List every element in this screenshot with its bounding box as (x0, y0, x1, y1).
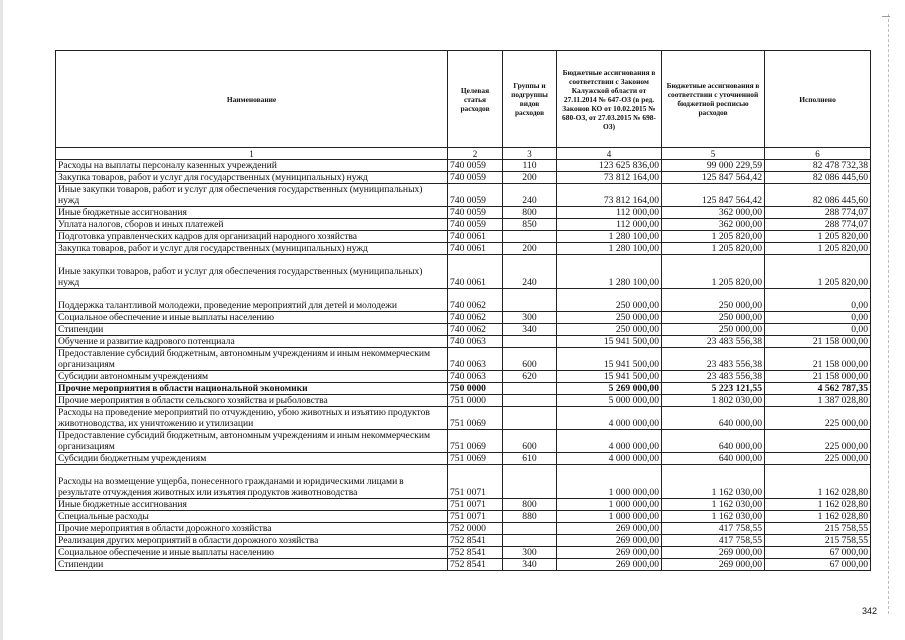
row-budget-amount: 269 000,00 (557, 559, 662, 571)
row-target-article: 751 0069 (448, 407, 503, 430)
row-refined-amount: 99 000 229,59 (662, 160, 765, 172)
row-name: Уплата налогов, сборов и иных платежей (56, 219, 448, 231)
row-name: Специальные расходы (56, 511, 448, 523)
table-row (56, 523, 871, 535)
table-row (56, 559, 871, 571)
row-budget-amount: 73 812 164,00 (557, 172, 662, 184)
row-executed-amount: 1 162 028,80 (765, 499, 871, 511)
row-refined-amount: 250 000,00 (662, 324, 765, 336)
row-budget-amount: 250 000,00 (557, 289, 662, 312)
table-row (56, 499, 871, 511)
row-budget-amount: 73 812 164,00 (557, 184, 662, 207)
row-refined-amount: 362 000,00 (662, 219, 765, 231)
row-target-article: 740 0061 (448, 231, 503, 243)
row-refined-amount: 640 000,00 (662, 407, 765, 430)
row-refined-amount: 1 205 820,00 (662, 255, 765, 289)
row-target-article: 740 0061 (448, 255, 503, 289)
row-expense-group (503, 336, 557, 348)
row-executed-amount: 21 158 000,00 (765, 371, 871, 383)
row-expense-group: 610 (503, 453, 557, 465)
row-name: Иные закупки товаров, работ и услуг для обеспечения государственных (муниципальных) нужд (56, 184, 448, 207)
row-name: Обучение и развитие кадрового потенциала (56, 336, 448, 348)
row-refined-amount: 417 758,55 (662, 535, 765, 547)
row-executed-amount: 1 205 820,00 (765, 255, 871, 289)
row-budget-amount: 1 280 100,00 (557, 243, 662, 255)
row-budget-amount: 1 000 000,00 (557, 465, 662, 499)
row-budget-amount: 269 000,00 (557, 547, 662, 559)
row-executed-amount: 0,00 (765, 312, 871, 324)
margin-line (888, 14, 889, 614)
table-row (56, 348, 871, 371)
row-refined-amount: 1 205 820,00 (662, 243, 765, 255)
row-budget-amount: 1 000 000,00 (557, 511, 662, 523)
table-row (56, 160, 871, 172)
row-target-article: 751 0069 (448, 430, 503, 453)
row-executed-amount: 288 774,07 (765, 207, 871, 219)
row-refined-amount: 1 802 030,00 (662, 395, 765, 407)
row-executed-amount: 215 758,55 (765, 535, 871, 547)
row-refined-amount: 125 847 564,42 (662, 172, 765, 184)
table-row (56, 243, 871, 255)
row-target-article: 740 0062 (448, 312, 503, 324)
row-budget-amount: 5 269 000,00 (557, 383, 662, 395)
row-executed-amount: 215 758,55 (765, 523, 871, 535)
row-expense-group: 620 (503, 371, 557, 383)
row-name: Стипендии (56, 324, 448, 336)
table-body (56, 160, 871, 571)
row-refined-amount: 1 162 030,00 (662, 499, 765, 511)
table-row (56, 511, 871, 523)
row-target-article: 740 0061 (448, 243, 503, 255)
row-expense-group: 240 (503, 255, 557, 289)
row-executed-amount: 4 562 787,35 (765, 383, 871, 395)
row-executed-amount: 225 000,00 (765, 407, 871, 430)
row-name: Расходы на возмещение ущерба, понесенного гражданами и юридическими лицами в результате отчуждения животных или изъятия продуктов животноводства (56, 465, 448, 499)
row-name: Реализация других мероприятий в области дорожного хозяйства (56, 535, 448, 547)
row-executed-amount: 67 000,00 (765, 547, 871, 559)
row-refined-amount: 125 847 564,42 (662, 184, 765, 207)
row-expense-group (503, 407, 557, 430)
column-number: 1 (56, 148, 448, 160)
row-target-article: 751 0071 (448, 465, 503, 499)
table-row (56, 336, 871, 348)
table-row (56, 219, 871, 231)
row-name: Иные закупки товаров, работ и услуг для обеспечения государственных (муниципальных) нужд (56, 255, 448, 289)
table-row (56, 312, 871, 324)
row-name: Подготовка управленческих кадров для организаций народного хозяйства (56, 231, 448, 243)
row-expense-group: 340 (503, 324, 557, 336)
row-target-article: 740 0059 (448, 219, 503, 231)
row-budget-amount: 15 941 500,00 (557, 371, 662, 383)
row-target-article: 740 0059 (448, 160, 503, 172)
row-expense-group (503, 535, 557, 547)
row-budget-amount: 1 280 100,00 (557, 231, 662, 243)
row-expense-group: 200 (503, 243, 557, 255)
table-row (56, 395, 871, 407)
table-row (56, 430, 871, 453)
row-refined-amount: 269 000,00 (662, 547, 765, 559)
row-expense-group: 240 (503, 184, 557, 207)
row-expense-group (503, 395, 557, 407)
scan-edge (0, 0, 3, 640)
row-executed-amount: 1 162 028,80 (765, 511, 871, 523)
row-name: Иные бюджетные ассигнования (56, 207, 448, 219)
row-expense-group: 880 (503, 511, 557, 523)
header-name: Наименование (56, 51, 448, 148)
row-expense-group: 300 (503, 547, 557, 559)
row-refined-amount: 269 000,00 (662, 559, 765, 571)
row-refined-amount: 23 483 556,38 (662, 336, 765, 348)
table-row (56, 289, 871, 312)
row-budget-amount: 123 625 836,00 (557, 160, 662, 172)
row-refined-amount: 250 000,00 (662, 289, 765, 312)
row-expense-group (503, 289, 557, 312)
row-budget-amount: 5 000 000,00 (557, 395, 662, 407)
row-executed-amount: 225 000,00 (765, 430, 871, 453)
row-refined-amount: 1 162 030,00 (662, 465, 765, 499)
row-name: Субсидии бюджетным учреждениям (56, 453, 448, 465)
row-executed-amount: 1 205 820,00 (765, 243, 871, 255)
row-target-article: 751 0069 (448, 453, 503, 465)
row-name: Закупка товаров, работ и услуг для государственных (муниципальных) нужд (56, 172, 448, 184)
row-name: Предоставление субсидий бюджетным, автономным учреждениям и иным некоммерческим организациям (56, 348, 448, 371)
row-executed-amount: 0,00 (765, 324, 871, 336)
row-budget-amount: 15 941 500,00 (557, 336, 662, 348)
row-target-article: 740 0059 (448, 172, 503, 184)
row-executed-amount: 1 162 028,80 (765, 465, 871, 499)
table-row (56, 184, 871, 207)
header-target-article: Целевая статья расходов (448, 51, 503, 148)
row-expense-group: 300 (503, 312, 557, 324)
header-refined-allocations: Бюджетные ассигнования в соответствии с уточненной бюджетной росписью расходов (662, 51, 765, 148)
column-number: 2 (448, 148, 503, 160)
row-expense-group: 340 (503, 559, 557, 571)
row-target-article: 750 0000 (448, 383, 503, 395)
row-budget-amount: 112 000,00 (557, 207, 662, 219)
row-name: Иные бюджетные ассигнования (56, 499, 448, 511)
row-refined-amount: 417 758,55 (662, 523, 765, 535)
table-row (56, 371, 871, 383)
row-refined-amount: 250 000,00 (662, 312, 765, 324)
row-name: Стипендии (56, 559, 448, 571)
row-expense-group: 110 (503, 160, 557, 172)
row-expense-group: 600 (503, 348, 557, 371)
row-expense-group (503, 231, 557, 243)
header-executed: Исполнено (765, 51, 871, 148)
row-expense-group (503, 383, 557, 395)
row-refined-amount: 362 000,00 (662, 207, 765, 219)
column-number: 5 (662, 148, 765, 160)
row-expense-group (503, 523, 557, 535)
row-refined-amount: 1 205 820,00 (662, 231, 765, 243)
row-budget-amount: 15 941 500,00 (557, 348, 662, 371)
row-name: Поддержка талантливой молодежи, проведение мероприятий для детей и молодежи (56, 289, 448, 312)
row-budget-amount: 112 000,00 (557, 219, 662, 231)
row-target-article: 740 0063 (448, 336, 503, 348)
margin-mark (882, 16, 890, 17)
row-name: Расходы на проведение мероприятий по отчуждению, убою животных и изъятию продуктов животноводства, их уничтожению и утилизации (56, 407, 448, 430)
row-budget-amount: 4 000 000,00 (557, 430, 662, 453)
row-budget-amount: 250 000,00 (557, 324, 662, 336)
row-executed-amount: 288 774,07 (765, 219, 871, 231)
row-executed-amount: 82 086 445,60 (765, 172, 871, 184)
row-name: Закупка товаров, работ и услуг для государственных (муниципальных) нужд (56, 243, 448, 255)
table-row (56, 255, 871, 289)
table-row (56, 407, 871, 430)
table-row (56, 324, 871, 336)
table-row (56, 535, 871, 547)
column-number: 3 (503, 148, 557, 160)
table-row (56, 231, 871, 243)
row-budget-amount: 4 000 000,00 (557, 407, 662, 430)
row-name: Социальное обеспечение и иные выплаты населению (56, 312, 448, 324)
page-number: 342 (862, 606, 878, 616)
budget-report-table (55, 50, 871, 571)
table-row (56, 453, 871, 465)
column-number-row (56, 148, 871, 160)
row-refined-amount: 23 483 556,38 (662, 348, 765, 371)
row-target-article: 740 0059 (448, 207, 503, 219)
row-target-article: 740 0059 (448, 184, 503, 207)
column-number: 4 (557, 148, 662, 160)
row-expense-group: 600 (503, 430, 557, 453)
row-target-article: 752 8541 (448, 535, 503, 547)
row-refined-amount: 5 223 121,55 (662, 383, 765, 395)
row-target-article: 751 0071 (448, 499, 503, 511)
row-budget-amount: 269 000,00 (557, 523, 662, 535)
row-budget-amount: 1 280 100,00 (557, 255, 662, 289)
table-header (56, 51, 871, 160)
row-target-article: 740 0062 (448, 289, 503, 312)
row-expense-group: 800 (503, 499, 557, 511)
row-executed-amount: 225 000,00 (765, 453, 871, 465)
row-name: Прочие мероприятия в области дорожного хозяйства (56, 523, 448, 535)
row-expense-group: 200 (503, 172, 557, 184)
row-refined-amount: 1 162 030,00 (662, 511, 765, 523)
table-row (56, 207, 871, 219)
row-expense-group: 800 (503, 207, 557, 219)
header-budget-allocations: Бюджетные ассигнования в соответствии с Законом Калужской области от 27.11.2014 № 647-ОЗ (в ред. Законов КО от 10.02.2015 № 680-ОЗ, от 27.03.2015 № 698-ОЗ) (557, 51, 662, 148)
column-number: 6 (765, 148, 871, 160)
row-executed-amount: 21 158 000,00 (765, 336, 871, 348)
row-name: Субсидии автономным учреждениям (56, 371, 448, 383)
row-refined-amount: 640 000,00 (662, 430, 765, 453)
row-refined-amount: 640 000,00 (662, 453, 765, 465)
row-budget-amount: 269 000,00 (557, 535, 662, 547)
row-target-article: 751 0071 (448, 511, 503, 523)
row-name: Прочие мероприятия в области сельского хозяйства и рыболовства (56, 395, 448, 407)
row-target-article: 740 0063 (448, 371, 503, 383)
row-name: Социальное обеспечение и иные выплаты населению (56, 547, 448, 559)
row-budget-amount: 4 000 000,00 (557, 453, 662, 465)
row-executed-amount: 82 086 445,60 (765, 184, 871, 207)
row-target-article: 752 0000 (448, 523, 503, 535)
header-expense-groups: Группы и подгруппы видов расходов (503, 51, 557, 148)
row-target-article: 740 0062 (448, 324, 503, 336)
table-row (56, 172, 871, 184)
row-executed-amount: 21 158 000,00 (765, 348, 871, 371)
row-name: Предоставление субсидий бюджетным, автономным учреждениям и иным некоммерческим организациям (56, 430, 448, 453)
row-executed-amount: 1 387 028,80 (765, 395, 871, 407)
table-row (56, 383, 871, 395)
row-expense-group (503, 465, 557, 499)
header-row (56, 51, 871, 148)
row-target-article: 752 8541 (448, 559, 503, 571)
row-executed-amount: 0,00 (765, 289, 871, 312)
row-target-article: 751 0000 (448, 395, 503, 407)
row-name: Расходы на выплаты персоналу казенных учреждений (56, 160, 448, 172)
row-budget-amount: 250 000,00 (557, 312, 662, 324)
table-row (56, 547, 871, 559)
row-refined-amount: 23 483 556,38 (662, 371, 765, 383)
row-target-article: 752 8541 (448, 547, 503, 559)
table-row (56, 465, 871, 499)
row-budget-amount: 1 000 000,00 (557, 499, 662, 511)
row-target-article: 740 0063 (448, 348, 503, 371)
row-name: Прочие мероприятия в области национальной экономики (56, 383, 448, 395)
row-executed-amount: 67 000,00 (765, 559, 871, 571)
row-expense-group: 850 (503, 219, 557, 231)
row-executed-amount: 1 205 820,00 (765, 231, 871, 243)
row-executed-amount: 82 478 732,38 (765, 160, 871, 172)
